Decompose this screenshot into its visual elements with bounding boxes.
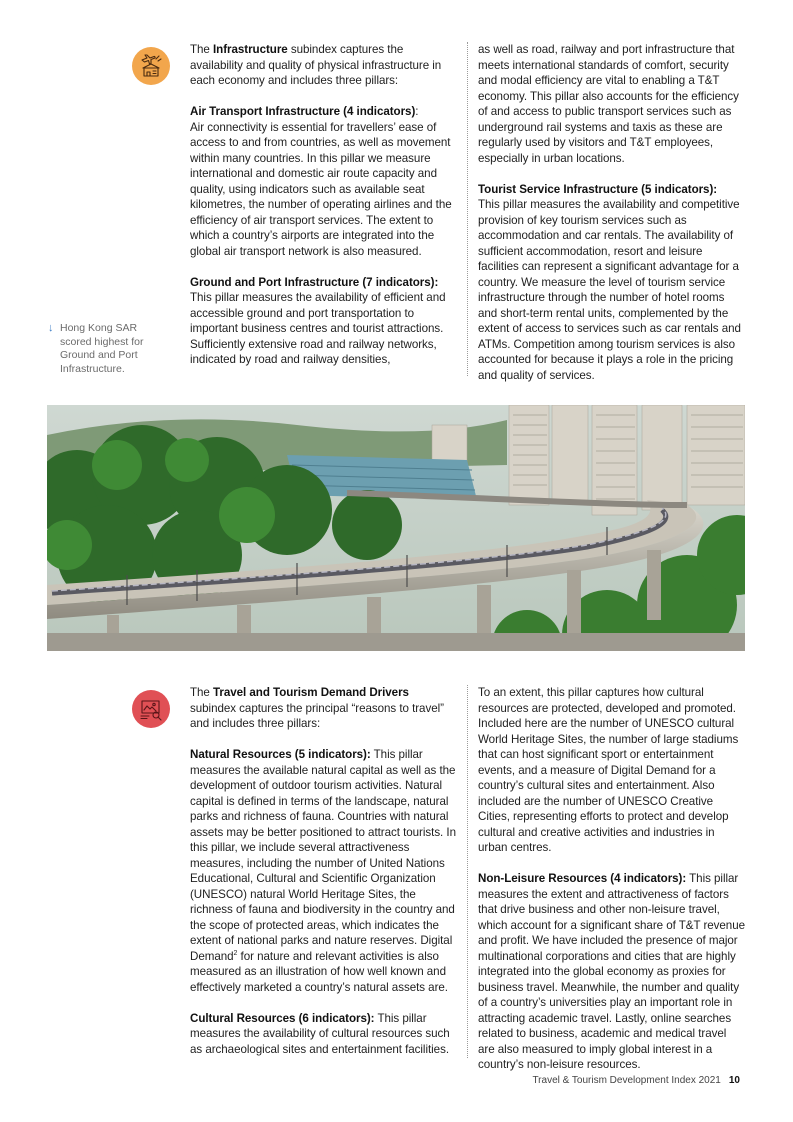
air-transport-heading: Air Transport Infrastructure (4 indicators) bbox=[190, 105, 416, 118]
footnote-2: 2 bbox=[233, 949, 238, 957]
page-number: 10 bbox=[728, 1075, 740, 1086]
natural-resources-paragraph: Natural Resources (5 indicators): This pillar measures the available natural capital as well as the development of outdoor tourism activities. Natural capital is defined in terms of the landscape, natural parks and richness of fauna. Countries with natural assets may be better positioned to attract tourists. In this pillar, we include several attractiveness measures, including the number of United Nations Educational, Cultural and Scientific Organization (UNESCO) natural World Heritage Sites, the richness of fauna and biodiversity in the country and the scope of protected areas, which indicates the extent of national parks and nature reserves. Digital Demand$^2$ for nature and relevant activities is also measured as an illustration of how well known and effectively marketed a country’s natural assets are. bbox=[190, 748, 456, 994]
infrastructure-icon bbox=[132, 47, 170, 85]
demand-intro: The Travel and Tourism Demand Drivers subindex captures the principal “reasons to travel” and includes three pillars: bbox=[190, 686, 444, 730]
sightseeing-map-icon bbox=[132, 690, 170, 728]
demand-drivers-term: Travel and Tourism Demand Drivers bbox=[213, 686, 409, 699]
ground-port-paragraph bbox=[190, 275, 458, 368]
column-divider bbox=[467, 685, 468, 1058]
airplane-building-icon bbox=[132, 47, 170, 85]
side-note-text: Hong Kong SAR scored highest for Ground and Port Infrastructure. bbox=[60, 322, 144, 375]
cultural-resources-heading: Cultural Resources (6 indicators): bbox=[190, 1011, 375, 1025]
railway-photo bbox=[47, 405, 745, 651]
arrow-down-icon: ↓ bbox=[48, 322, 54, 334]
demand-drivers-icon bbox=[132, 690, 170, 728]
air-transport-paragraph: Air Transport Infrastructure (4 indicators): Air connectivity is essential for travellers’ ease of access to and from countries, as well as movement within many countries. In this pillar we measure international and domestic air route capacity and quality, using indicators such as available seat kilometres, the number of operating airlines and the efficiency of air transport services. The extent to which a country’s airports are integrated into the global air transport network is also measured. bbox=[190, 105, 452, 258]
non-leisure-paragraph: Non-Leisure Resources (4 indicators): This pillar measures the extent and attractiveness of factors that drive business and other non-leisure travel, which account for a significant share of T&T revenue and profit. We have included the presence of major multinational corporations and cities that are highly integrated into the global economy as proxies for business travel. Meanwhile, the number and quality of a country’s universities play an important role in attracting academic travel. Lastly, online searches related to business, academic and medical travel are also measured to imply global interest in a country’s non-leisure resources. bbox=[478, 872, 745, 1071]
side-note bbox=[48, 322, 158, 376]
infrastructure-term: Infrastructure bbox=[213, 43, 288, 56]
elevated-railway-image bbox=[47, 405, 745, 651]
demand-column-left bbox=[190, 685, 458, 1073]
column-divider bbox=[467, 42, 468, 376]
demand-column-right bbox=[478, 685, 746, 1088]
page-footer bbox=[440, 1075, 740, 1086]
cultural-resources-paragraph: Cultural Resources (6 indicators): This pillar measures the availability of cultural resources such as archaeological sites and entertainment facilities. bbox=[190, 1011, 450, 1056]
report-title: Travel & Tourism Development Index 2021 bbox=[532, 1075, 721, 1086]
infrastructure-intro: The Infrastructure subindex captures the availability and quality of physical infrastructure in each economy and includes three pillars: bbox=[190, 43, 442, 87]
air-transport-text: Air connectivity is essential for travellers’ ease of access to and from countries, as well as movement within many countries. In this pillar we measure international and domestic air route capacity and quality, using indicators such as available seat kilometres, the number of operating airlines and the efficiency of air transport services. The extent to which a country’s airports are integrated into the global air transport network is also measured. bbox=[190, 120, 452, 258]
tourist-service-paragraph bbox=[478, 182, 746, 384]
tourist-service-heading: Tourist Service Infrastructure (5 indicators): bbox=[478, 182, 718, 196]
tourist-service-text: This pillar measures the availability and competitive provision of key tourism services such as accommodation and car rentals. The availability of sufficient accommodation, resort and leisure facilities can represent a significant advantage for a country. We measure the level of tourism service infrastructure through the number of hotel rooms and short-term rental units, complemented by the extent of access to services such as car rentals and ATMs. Competition among tourism services is also accounted for because it plays a role in the pricing and quality of services. bbox=[478, 198, 741, 382]
infrastructure-column-right bbox=[478, 42, 746, 399]
ground-port-continued: as well as road, railway and port infrastructure that meets international standards of comfort, security and modal efficiency are vital to enabling a T&T economy. This pillar also accounts for the efficiency of and access to public transport services such as underground rail systems and taxis as these are regularly used by visitors and T&T employees, especially in urban locations. bbox=[478, 43, 739, 165]
non-leisure-heading: Non-Leisure Resources (4 indicators): bbox=[478, 872, 687, 885]
ground-port-text: This pillar measures the availability of efficient and accessible ground and port transportation to important business centres and tourist attractions. Sufficiently extensive road and railway networks, indicated by road and railway densities, bbox=[190, 291, 446, 366]
ground-port-heading: Ground and Port Infrastructure (7 indicators): bbox=[190, 275, 439, 289]
infrastructure-column-left bbox=[190, 42, 458, 383]
cultural-resources-continued: To an extent, this pillar captures how cultural resources are protected, developed and promoted. Included here are the number of UNESCO cultural World Heritage Sites, the number of large stadiums that can host significant sport or entertainment events, and a measure of Digital Demand for a country’s cultural sites and entertainment. Also included are the number of UNESCO Creative Cities, representing efforts to protect and develop cultural and creative activities and industries in urban centres. bbox=[478, 686, 739, 854]
natural-resources-heading: Natural Resources (5 indicators): bbox=[190, 748, 371, 761]
